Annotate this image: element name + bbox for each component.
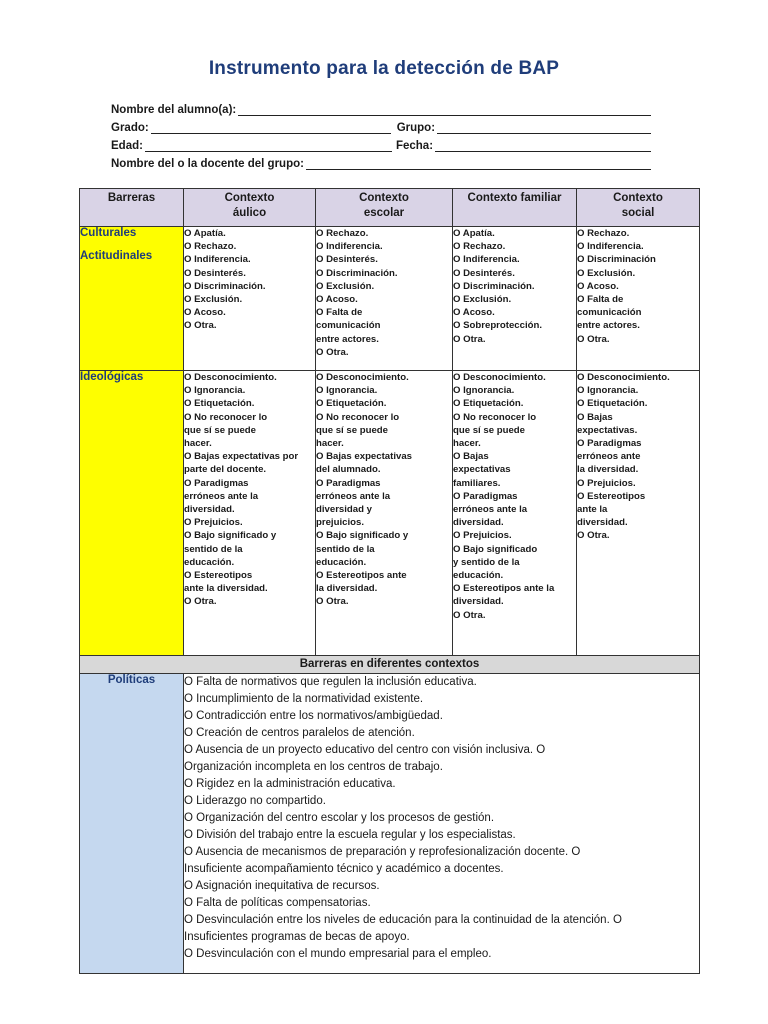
list-item: entre actores. [316, 333, 379, 345]
list-item: O Indiferencia. [577, 241, 644, 253]
list-item: del alumnado. [316, 464, 381, 476]
list-item: O Rechazo. [577, 228, 630, 239]
form-row-grado [111, 116, 651, 134]
list-item: O Acoso. [316, 294, 358, 306]
list-item: O Etiquetación. [316, 398, 387, 410]
list-item: O Contradicción entre los normativos/ambigüedad. [184, 710, 443, 722]
list-item: Insuficientes programas de becas de apoyo. [184, 931, 410, 943]
list-item: O Ignorancia. [316, 385, 378, 397]
label-edad: Edad: [111, 140, 143, 152]
list-item: prejuicios. [316, 517, 364, 529]
list-item: O Discriminación [577, 254, 656, 266]
list-item: ante la [577, 504, 608, 516]
list-item: O División del trabajo entre la escuela regular y los especialistas. [184, 829, 516, 841]
list-item: O Exclusión. [184, 294, 243, 306]
list-item: ante la diversidad. [184, 583, 268, 595]
list-item: y sentido de la [453, 556, 520, 568]
list-item: O Incumplimiento de la normatividad existente. [184, 693, 424, 705]
band-title: Barreras en diferentes contextos [80, 656, 700, 674]
list-item: O Otra. [577, 333, 610, 345]
list-item: O Otra. [316, 346, 349, 358]
list-item: O Desconocimiento. [577, 372, 670, 383]
list-item: O Liderazgo no compartido. [184, 795, 326, 807]
cell-culturales-escolar [316, 227, 453, 371]
field-grado[interactable] [151, 121, 391, 134]
list-item: O Otra. [577, 530, 610, 542]
row-culturales [80, 227, 700, 371]
header-aulico-line2: áulico [232, 207, 267, 219]
list-item: que sí se puede [184, 424, 256, 436]
list-item: diversidad y [316, 504, 372, 516]
cell-ideologicas-aulico [184, 371, 316, 656]
list-item: O Desconocimiento. [453, 372, 546, 383]
table-header-row [80, 189, 700, 227]
list-item: hacer. [453, 438, 481, 450]
list-item: diversidad. [453, 596, 504, 608]
label-culturales-2: Actitudinales [80, 250, 153, 263]
label-grado: Grado: [111, 122, 149, 134]
list-item: erróneos ante la [316, 490, 391, 502]
list-item: O No reconocer lo [184, 411, 268, 423]
label-grupo: Grupo: [396, 122, 436, 134]
list-item: O Bajas [577, 411, 613, 423]
list-item: que sí se puede [453, 424, 525, 436]
header-escolar-line2: escolar [363, 207, 405, 219]
list-item: educación. [184, 556, 235, 568]
list-item: hacer. [316, 438, 344, 450]
cell-culturales-familiar [453, 227, 577, 371]
label-fecha: Fecha: [395, 140, 434, 152]
list-item: entre actores. [577, 320, 640, 332]
list-item: O Desinterés. [316, 254, 378, 266]
form-row-edad [111, 134, 651, 152]
list-item: la diversidad. [577, 464, 639, 476]
list-item: O Apatía. [453, 228, 495, 239]
list-item: parte del docente. [184, 464, 267, 476]
list-item: O Desinterés. [453, 267, 515, 279]
list-item: O Otra. [453, 333, 486, 345]
list-item: O Desconocimiento. [316, 372, 409, 383]
header-barreras: Barreras [80, 189, 184, 227]
list-item: O Acoso. [184, 307, 226, 319]
label-docente: Nombre del o la docente del grupo: [111, 158, 304, 170]
list-item: O No reconocer lo [316, 411, 400, 423]
header-social-line1: Contexto [613, 192, 663, 204]
list-item: O Paradigmas [453, 490, 518, 502]
list-item: comunicación [577, 307, 642, 319]
header-escolar [316, 189, 453, 227]
list-item: O Estereotipos [577, 490, 646, 502]
list-item: O Bajas expectativas [316, 451, 412, 463]
list-item: O Otra. [184, 596, 217, 608]
list-item: O Ausencia de mecanismos de preparación y reprofesionalización docente. O [184, 846, 581, 858]
list-item: O Prejuicios. [184, 517, 243, 529]
list-item: O Discriminación. [453, 280, 535, 292]
cell-ideologicas-social [577, 371, 700, 656]
list-item: O Bajo significado [453, 543, 538, 555]
list-item: expectativas [453, 464, 511, 476]
list-item: familiares. [453, 477, 501, 489]
list-item: O Falta de políticas compensatorias. [184, 897, 371, 909]
list-item: O Discriminación. [184, 280, 266, 292]
list-item: que sí se puede [316, 424, 388, 436]
label-nombre: Nombre del alumno(a): [111, 104, 237, 116]
label-ideologicas: Ideológicas [80, 371, 184, 656]
list-item: O Ignorancia. [453, 385, 515, 397]
list-item: sentido de la [316, 543, 375, 555]
list-item: Insuficiente acompañamiento técnico y académico a docentes. [184, 863, 504, 875]
list-item: Organización incompleta en los centros de trabajo. [184, 761, 443, 773]
list-item: O Otra. [316, 596, 349, 608]
list-item: O Paradigmas [577, 438, 642, 450]
band-row [80, 656, 700, 674]
header-aulico [184, 189, 316, 227]
list-item: O Bajas expectativas por [184, 451, 299, 463]
list-item: O Paradigmas [316, 477, 381, 489]
list-item: O Bajas [453, 451, 489, 463]
form-row-nombre [111, 98, 651, 116]
list-item: O Apatía. [184, 228, 226, 239]
list-item: O Otra. [184, 320, 217, 332]
list-item: sentido de la [184, 543, 243, 555]
list-item: O Falta de [577, 294, 624, 306]
field-docente[interactable] [306, 157, 651, 170]
cell-politicas [184, 674, 700, 974]
list-item: erróneos ante la [453, 504, 528, 516]
list-item: O Asignación inequitativa de recursos. [184, 880, 380, 892]
list-item: educación. [316, 556, 367, 568]
label-culturales [80, 227, 184, 371]
list-item: O Estereotipos ante [316, 570, 407, 582]
bap-table [79, 188, 700, 974]
list-item: diversidad. [577, 517, 628, 529]
list-item: O Desconocimiento. [184, 372, 277, 383]
list-item: O Prejuicios. [453, 530, 512, 542]
header-social-line2: social [621, 207, 655, 219]
list-item: O Bajo significado y [184, 530, 277, 542]
list-item: O Indiferencia. [316, 241, 383, 253]
field-fecha[interactable] [435, 139, 651, 152]
list-item: O Ausencia de un proyecto educativo del centro con visión inclusiva. O [184, 744, 546, 756]
header-familiar: Contexto familiar [453, 189, 577, 227]
list-item: O Indiferencia. [184, 254, 251, 266]
field-edad[interactable] [145, 139, 392, 152]
cell-ideologicas-escolar [316, 371, 453, 656]
list-item: O Rechazo. [184, 241, 237, 253]
list-item: O Exclusión. [453, 294, 512, 306]
list-item: O Falta de [316, 307, 363, 319]
list-item: diversidad. [184, 504, 235, 516]
header-aulico-line1: Contexto [224, 192, 275, 204]
student-form [111, 98, 651, 170]
list-item: O No reconocer lo [453, 411, 537, 423]
field-grupo[interactable] [437, 121, 651, 134]
list-item: expectativas. [577, 424, 638, 436]
header-social [577, 189, 700, 227]
list-item: erróneos ante [577, 451, 641, 463]
list-item: O Rechazo. [316, 228, 369, 239]
list-item: O Estereotipos [184, 570, 253, 582]
list-item: O Desvinculación con el mundo empresarial para el empleo. [184, 948, 492, 960]
list-item: comunicación [316, 320, 381, 332]
list-item: O Exclusión. [577, 267, 636, 279]
page-title: Instrumento para la detección de BAP [208, 58, 560, 79]
list-item: hacer. [184, 438, 212, 450]
list-item: O Prejuicios. [577, 477, 636, 489]
list-item: O Ignorancia. [577, 385, 639, 397]
list-item: O Creación de centros paralelos de atención. [184, 727, 415, 739]
list-item: O Rigidez en la administración educativa. [184, 778, 396, 790]
list-item: O Bajo significado y [316, 530, 409, 542]
cell-culturales-social [577, 227, 700, 371]
list-item: O Desvinculación entre los niveles de educación para la continuidad de la atención. O [184, 914, 622, 926]
list-item: la diversidad. [316, 583, 378, 595]
list-item: O Acoso. [453, 307, 495, 319]
list-item: O Rechazo. [453, 241, 506, 253]
list-item: O Organización del centro escolar y los procesos de gestión. [184, 812, 495, 824]
list-item: O Discriminación. [316, 267, 398, 279]
label-politicas: Políticas [80, 674, 184, 974]
cell-culturales-aulico [184, 227, 316, 371]
row-politicas [80, 674, 700, 974]
list-item: O Paradigmas [184, 477, 249, 489]
list-item: O Desinterés. [184, 267, 246, 279]
list-item: erróneos ante la [184, 490, 259, 502]
list-item: diversidad. [453, 517, 504, 529]
list-item: O Indiferencia. [453, 254, 520, 266]
row-ideologicas [80, 371, 700, 656]
list-item: O Estereotipos ante la [453, 583, 555, 595]
cell-ideologicas-familiar [453, 371, 577, 656]
form-row-docente [111, 152, 651, 170]
list-item: O Sobreprotección. [453, 320, 543, 332]
label-culturales-1: Culturales [80, 227, 137, 239]
list-item: O Etiquetación. [184, 398, 255, 410]
list-item: O Ignorancia. [184, 385, 246, 397]
list-item: O Falta de normativos que regulen la inclusión educativa. [184, 676, 477, 688]
list-item: O Otra. [453, 609, 486, 621]
field-nombre[interactable] [238, 103, 651, 116]
list-item: educación. [453, 570, 504, 582]
list-item: O Exclusión. [316, 280, 375, 292]
header-escolar-line1: Contexto [359, 192, 409, 204]
list-item: O Etiquetación. [577, 398, 648, 410]
list-item: O Etiquetación. [453, 398, 524, 410]
list-item: O Acoso. [577, 280, 619, 292]
